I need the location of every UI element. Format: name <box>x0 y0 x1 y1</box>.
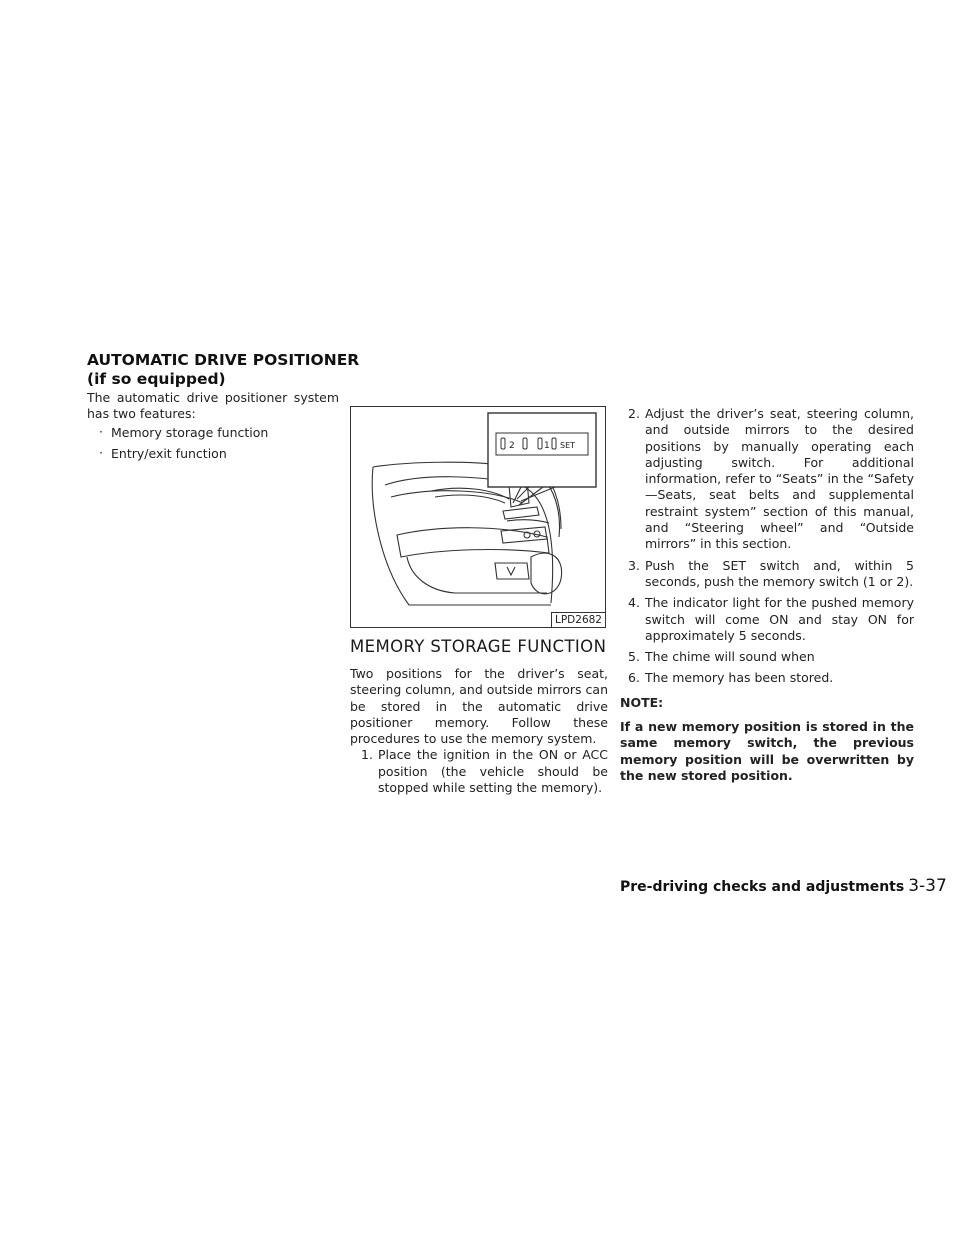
switch-label-set: SET <box>560 441 576 450</box>
step-text: The chime will sound when <box>645 649 815 665</box>
step-number: 6. <box>628 670 640 686</box>
steps-list-part-1 <box>350 747 608 796</box>
note-label: NOTE: <box>620 694 664 710</box>
section-title <box>87 351 359 389</box>
footer-section-title: Pre-driving checks and adjustments <box>620 879 905 895</box>
figure-label: LPD2682 <box>551 612 605 627</box>
column-left <box>87 390 339 467</box>
feature-list <box>87 425 339 463</box>
feature-item: · Memory storage function <box>87 425 339 441</box>
step-number: 3. <box>628 557 640 573</box>
step-text: Adjust the driver’s seat, steering column, and outside mirrors to the desired positions by manually operating each adjusting switch. For additional information, refer to “Seats” in the “Safety—Seats, seat belts and supplemental restraint system” section of this manual, and “Steering wheel” and “Outside mirrors” in this section. <box>645 406 914 552</box>
step-number: 5. <box>628 649 640 665</box>
door-panel-drawing <box>351 407 607 629</box>
feature-item: · Entry/exit function <box>87 446 339 462</box>
step-number: 4. <box>628 595 640 611</box>
steps-list-part-2 <box>620 406 914 687</box>
page-footer <box>620 876 947 896</box>
memory-storage-heading: MEMORY STORAGE FUNCTION <box>350 637 607 656</box>
step-text: The memory has been stored. <box>645 670 834 686</box>
step-item <box>620 558 914 591</box>
section-title-line-2: (if so equipped) <box>87 370 226 388</box>
page-number: 3-37 <box>908 876 947 896</box>
step-item <box>620 649 914 665</box>
switch-label-1: 1 <box>544 441 550 451</box>
step-text: The indicator light for the pushed memory switch will come ON and stay ON for approximately 5 seconds. <box>645 595 914 643</box>
step-item <box>620 595 914 644</box>
step-text: Place the ignition in the ON or ACC position (the vehicle should be stopped while setting the memory). <box>378 747 608 796</box>
column-right <box>620 406 914 784</box>
step-number: 1. <box>361 747 373 763</box>
switch-label-2: 2 <box>509 441 515 451</box>
memory-storage-paragraph: Two positions for the driver’s seat, steering column, and outside mirrors can be stored in the automatic drive positioner memory. Follow these procedures to use the memory system. <box>350 666 608 747</box>
column-middle <box>350 406 608 801</box>
step-item <box>350 747 608 796</box>
step-number: 2. <box>628 406 640 421</box>
note-text: If a new memory position is stored in the same memory switch, the previous memory position will be overwritten by the new stored position. <box>620 719 914 783</box>
step-text: Push the SET switch and, within 5 seconds, push the memory switch (1 or 2). <box>645 557 914 589</box>
step-item <box>620 670 914 686</box>
intro-paragraph: The automatic drive positioner system has two features: <box>87 390 339 422</box>
step-item <box>620 406 914 553</box>
door-switch-illustration <box>350 406 606 628</box>
section-title-line-1: AUTOMATIC DRIVE POSITIONER <box>87 351 360 369</box>
